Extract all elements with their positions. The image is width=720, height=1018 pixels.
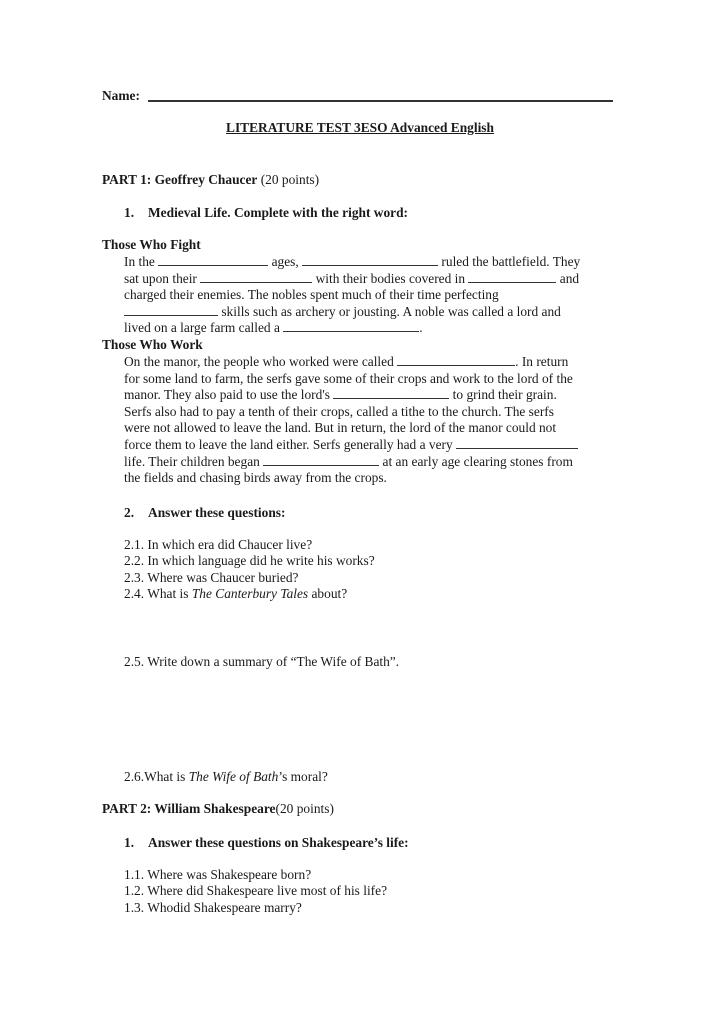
question-1-1: 1.1. Where was Shakespeare born? xyxy=(124,867,312,882)
text: In the xyxy=(124,254,159,269)
section2-title: Answer these questions: xyxy=(148,505,286,520)
text: the fields and chasing birds away from the crops. xyxy=(124,470,387,486)
section1-number: 1. xyxy=(124,205,135,220)
name-label: Name: xyxy=(102,88,140,103)
work-paragraph xyxy=(124,354,624,487)
work-line-1 xyxy=(124,354,624,371)
text: On the manor, the people who worked were called xyxy=(124,354,398,369)
work-heading: Those Who Work xyxy=(102,337,203,352)
chaucer-questions xyxy=(124,537,375,603)
blank-7[interactable] xyxy=(397,354,515,366)
work-line-2 xyxy=(124,371,624,388)
blank-9[interactable] xyxy=(456,437,578,449)
text: 2.4. What is xyxy=(124,586,192,602)
part2-heading-title: PART 2: William Shakespeare xyxy=(102,801,276,816)
question-2-4 xyxy=(124,586,375,602)
work-line-4 xyxy=(124,404,624,421)
blank-10[interactable] xyxy=(263,454,379,466)
blank-8[interactable] xyxy=(333,387,449,399)
work-line-7 xyxy=(124,454,624,471)
blank-5[interactable] xyxy=(124,304,218,316)
question-1-3: 1.3. Whodid Shakespeare marry? xyxy=(124,899,302,915)
text: life. Their children began xyxy=(124,453,264,469)
blank-1[interactable] xyxy=(158,254,268,266)
section1-heading xyxy=(124,205,408,221)
question-1-2: 1.2. Where did Shakespeare live most of his life? xyxy=(124,883,388,899)
blank-4[interactable] xyxy=(468,271,556,283)
text: to grind their grain. xyxy=(449,387,557,403)
part1-points: (20 points) xyxy=(257,172,320,187)
text: sat upon their xyxy=(124,270,201,286)
blank-6[interactable] xyxy=(283,320,419,332)
work-line-5 xyxy=(124,420,624,437)
italic-title: The Canterbury Tales xyxy=(191,586,309,602)
blank-2[interactable] xyxy=(302,254,438,266)
fight-line-5 xyxy=(124,320,624,337)
question-2-5: 2.5. Write down a summary of “The Wife of Bath”. xyxy=(124,654,400,669)
shakespeare-questions xyxy=(124,867,387,916)
text: manor. They also paid to use the lord's xyxy=(124,387,334,403)
part1-heading xyxy=(102,172,319,188)
work-line-6 xyxy=(124,437,624,454)
section1-title: Medieval Life. Complete with the right word: xyxy=(148,205,409,220)
part1-heading-title: PART 1: Geoffrey Chaucer xyxy=(102,172,258,187)
fight-heading: Those Who Fight xyxy=(102,237,201,252)
question-2-1: 2.1. In which era did Chaucer live? xyxy=(124,537,313,552)
part2-section1-title: Answer these questions on Shakespeare’s life: xyxy=(148,835,409,850)
question-2-3: 2.3. Where was Chaucer buried? xyxy=(124,569,299,585)
page-title: LITERATURE TEST 3ESO Advanced English xyxy=(226,120,494,135)
text: Serfs also had to pay a tenth of their crops, called a tithe to the church. The serfs xyxy=(124,403,554,419)
text: for some land to farm, the serfs gave some of their crops and work to the lord of the xyxy=(124,370,573,386)
fight-line-4 xyxy=(124,304,624,321)
work-line-3 xyxy=(124,387,624,404)
section2-heading xyxy=(124,505,285,521)
text: 2.6.What is xyxy=(124,769,189,784)
text: and xyxy=(556,270,580,286)
text: force them to leave the land either. Serfs generally had a very xyxy=(124,436,457,452)
text: . In return xyxy=(515,354,569,369)
part2-section1-number: 1. xyxy=(124,835,135,850)
text: were not allowed to leave the land. But in return, the lord of the manor could not xyxy=(124,420,557,436)
part2-heading xyxy=(102,801,334,817)
question-2-6 xyxy=(124,769,328,785)
blank-3[interactable] xyxy=(200,271,312,283)
fight-line-2 xyxy=(124,271,624,288)
text: lived on a large farm called a xyxy=(124,320,284,336)
text: at an early age clearing stones from xyxy=(379,453,573,469)
fight-paragraph xyxy=(124,254,624,337)
name-input-line[interactable] xyxy=(148,100,613,102)
text: skills such as archery or jousting. A noble was called a lord and xyxy=(218,303,561,319)
fight-line-3 xyxy=(124,287,624,304)
part2-points: (20 points) xyxy=(275,801,334,816)
part2-section1-heading xyxy=(124,835,409,851)
italic-title: The Wife of Bath xyxy=(188,769,279,784)
work-line-8 xyxy=(124,470,624,487)
text: ages, xyxy=(268,254,303,269)
text: ’s moral? xyxy=(278,769,328,784)
question-2-2: 2.2. In which language did he write his works? xyxy=(124,553,375,569)
text: with their bodies covered in xyxy=(312,270,469,286)
text: about? xyxy=(308,586,348,602)
text: . xyxy=(419,320,423,336)
text: charged their enemies. The nobles spent much of their time perfecting xyxy=(124,287,499,303)
text: ruled the battlefield. They xyxy=(438,254,581,269)
section2-number: 2. xyxy=(124,505,135,520)
fight-line-1 xyxy=(124,254,624,271)
